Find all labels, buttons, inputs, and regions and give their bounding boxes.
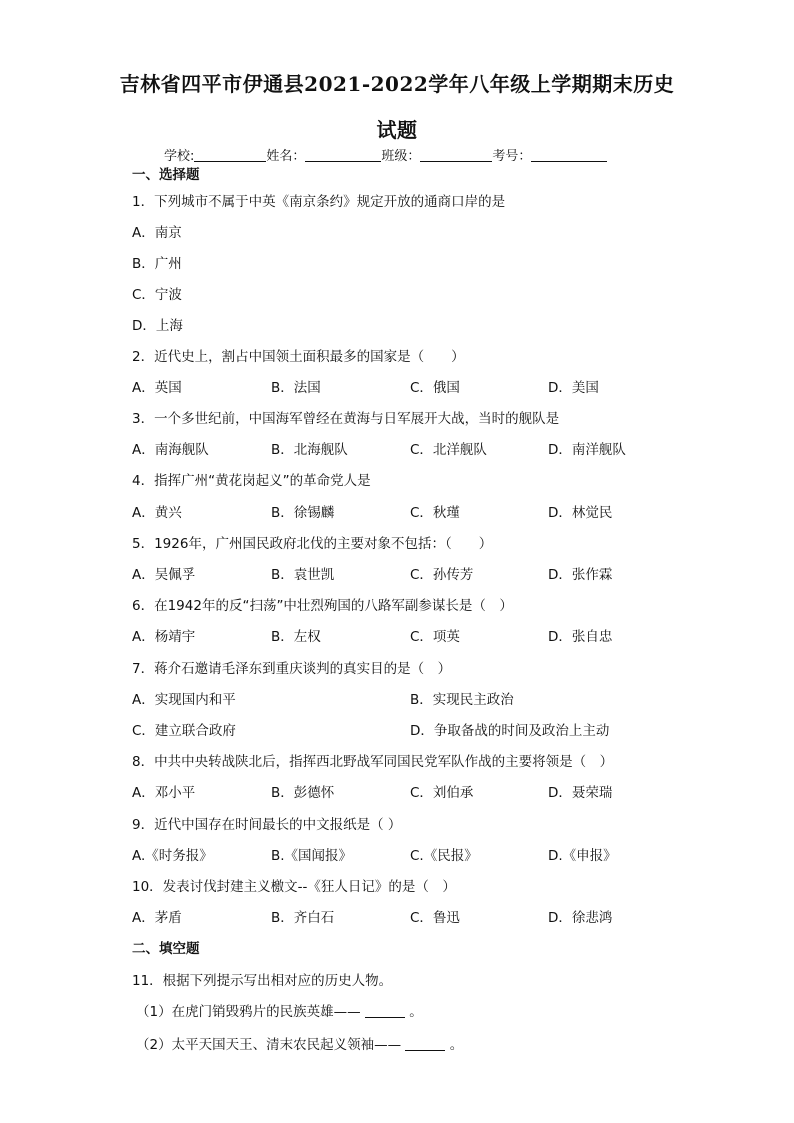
q10-option-c[interactable]: C．鲁迅 — [410, 910, 460, 926]
q11-part-1 — [136, 1003, 423, 1021]
question-11: 11．根据下列提示写出相对应的历史人物。 — [132, 973, 393, 989]
q7-option-b[interactable]: B．实现民主政治 — [410, 692, 514, 708]
q9-option-c[interactable]: C.《民报》 — [410, 848, 478, 864]
q8-option-a[interactable]: A．邓小平 — [132, 785, 196, 801]
q1-option-c[interactable]: C．宁波 — [132, 287, 182, 303]
exam-title: 吉林省四平市伊通县2021-2022学年八年级上学期期末历史 — [119, 72, 675, 96]
question-9: 9．近代中国存在时间最长的中文报纸是（ ） — [132, 817, 402, 833]
q9-option-d[interactable]: D.《申报》 — [548, 848, 617, 864]
question-10: 10．发表讨伐封建主义檄文--《狂人日记》的是（ ） — [132, 879, 456, 895]
q11-part-1-blank[interactable] — [365, 1003, 405, 1018]
q7-option-c[interactable]: C．建立联合政府 — [132, 723, 236, 739]
q4-option-b[interactable]: B．徐锡麟 — [271, 505, 335, 521]
q5-option-a[interactable]: A．吴佩孚 — [132, 567, 196, 583]
exam-title-cont: 试题 — [376, 118, 418, 142]
q3-option-a[interactable]: A．南海舰队 — [132, 442, 209, 458]
name-field[interactable] — [305, 147, 381, 162]
q8-option-b[interactable]: B．彭德怀 — [271, 785, 335, 801]
q11-part-1-end: 。 — [409, 1004, 423, 1020]
class-label: 班级： — [381, 149, 421, 164]
student-info-row — [164, 145, 607, 164]
q3-option-d[interactable]: D．南洋舰队 — [548, 442, 626, 458]
q4-option-c[interactable]: C．秋瑾 — [410, 505, 460, 521]
q5-option-c[interactable]: C．孙传芳 — [410, 567, 474, 583]
exam-no-label: 考号： — [492, 149, 532, 164]
q4-option-a[interactable]: A．黄兴 — [132, 505, 182, 521]
question-3: 3．一个多世纪前，中国海军曾经在黄海与日军展开大战，当时的舰队是 — [132, 411, 560, 427]
q1-option-d[interactable]: D．上海 — [132, 318, 183, 334]
q5-option-d[interactable]: D．张作霖 — [548, 567, 613, 583]
question-8: 8．中共中央转战陕北后，指挥西北野战军同国民党军队作战的主要将领是（ ） — [132, 754, 614, 770]
q6-option-a[interactable]: A．杨靖宇 — [132, 629, 196, 645]
q8-option-d[interactable]: D．聂荣瑞 — [548, 785, 613, 801]
q6-option-c[interactable]: C．项英 — [410, 629, 460, 645]
q1-option-b[interactable]: B．广州 — [132, 256, 182, 272]
exam-no-field[interactable] — [531, 147, 607, 162]
q7-option-a[interactable]: A．实现国内和平 — [132, 692, 236, 708]
q11-part-1-text: （1）在虎门销毁鸦片的民族英雄—— — [136, 1004, 361, 1020]
question-4: 4．指挥广州“黄花岗起义”的革命党人是 — [132, 473, 371, 489]
q10-option-a[interactable]: A．茅盾 — [132, 910, 182, 926]
question-1: 1．下列城市不属于中英《南京条约》规定开放的通商口岸的是 — [132, 194, 506, 210]
q6-option-d[interactable]: D．张自忠 — [548, 629, 613, 645]
question-6: 6．在1942年的反“扫荡”中壮烈殉国的八路军副参谋长是（ ） — [132, 598, 513, 614]
q6-option-b[interactable]: B．左权 — [271, 629, 321, 645]
name-label: 姓名： — [266, 149, 306, 164]
q2-option-d[interactable]: D．美国 — [548, 380, 599, 396]
q3-option-b[interactable]: B．北海舰队 — [271, 442, 348, 458]
q11-part-2-blank[interactable] — [405, 1036, 445, 1051]
school-field[interactable] — [194, 147, 266, 162]
q3-option-c[interactable]: C．北洋舰队 — [410, 442, 487, 458]
q11-part-2 — [136, 1036, 463, 1054]
q2-option-c[interactable]: C．俄国 — [410, 380, 460, 396]
q8-option-c[interactable]: C．刘伯承 — [410, 785, 474, 801]
q10-option-d[interactable]: D．徐悲鸿 — [548, 910, 613, 926]
q7-option-d[interactable]: D．争取备战的时间及政治上主动 — [410, 723, 610, 739]
q11-part-2-end: 。 — [449, 1037, 464, 1053]
q2-option-a[interactable]: A．英国 — [132, 380, 182, 396]
section-heading-choice: 一、选择题 — [132, 167, 200, 183]
q11-part-2-text: （2）太平天国天王、清末农民起义领袖—— — [136, 1037, 402, 1053]
section-heading-fill: 二、填空题 — [132, 941, 200, 957]
school-label: 学校: — [164, 149, 195, 164]
q9-option-a[interactable]: A.《时务报》 — [132, 848, 213, 864]
q9-option-b[interactable]: B.《国闻报》 — [271, 848, 353, 864]
q1-option-a[interactable]: A．南京 — [132, 225, 182, 241]
question-5: 5．1926年，广州国民政府北伐的主要对象不包括：（ ） — [132, 536, 493, 552]
q5-option-b[interactable]: B．袁世凯 — [271, 567, 335, 583]
q10-option-b[interactable]: B．齐白石 — [271, 910, 335, 926]
question-7: 7．蒋介石邀请毛泽东到重庆谈判的真实目的是（ ） — [132, 661, 452, 677]
question-2: 2．近代史上，割占中国领土面积最多的国家是（ ） — [132, 349, 465, 365]
class-field[interactable] — [420, 147, 492, 162]
q2-option-b[interactable]: B．法国 — [271, 380, 321, 396]
q4-option-d[interactable]: D．林觉民 — [548, 505, 613, 521]
